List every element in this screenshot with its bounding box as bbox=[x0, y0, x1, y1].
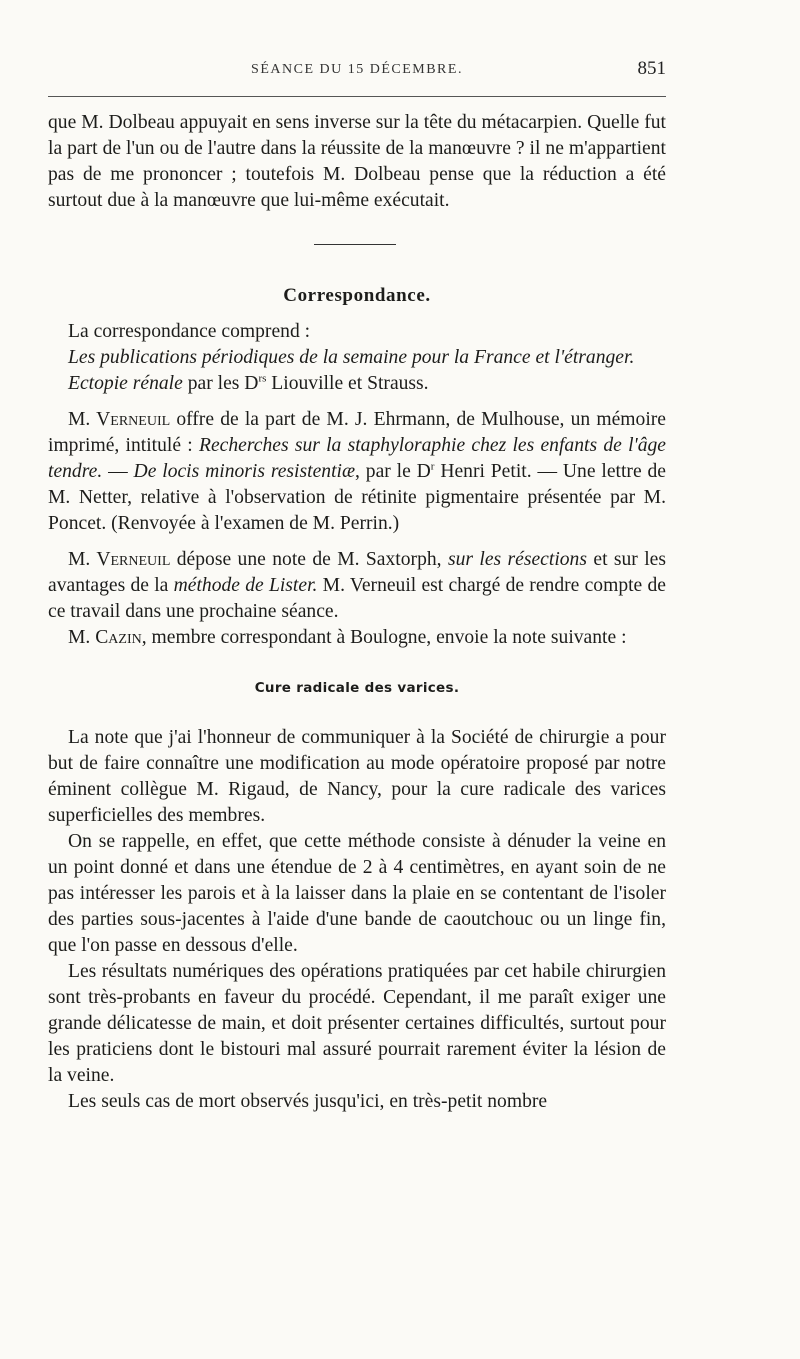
correspondance-intro: La correspondance comprend : bbox=[68, 321, 311, 342]
running-title: SÉANCE DU 15 DÉCEMBRE. bbox=[251, 62, 463, 77]
correspondance-heading: Correspondance. bbox=[283, 285, 431, 306]
speaker-name: M. Verneuil bbox=[68, 409, 171, 430]
verneuil1-title-2: De locis minoris resistentiæ bbox=[133, 461, 356, 482]
paragraph-verneuil-2 bbox=[48, 547, 666, 625]
speaker-name: M. Cazin bbox=[68, 627, 142, 648]
page-number: 851 bbox=[637, 58, 666, 79]
verneuil1-text-2: — bbox=[102, 461, 134, 482]
verneuil1-title-1: Recherches sur la staphyloraphie chez les enfants de l'âge tendre. bbox=[48, 435, 667, 482]
item-2-sup: rs bbox=[258, 372, 267, 385]
page-header bbox=[48, 58, 666, 82]
paragraph-dolbeau: que M. Dolbeau appuyait en sens inverse sur la tête du métacarpien. Quelle fut la part de l'un ou de l'autre dans la réussite de la manœuvre ? il ne m'appartient pas de me prononcer ; toutefois M. Dolbeau pense que la réduction a été surtout due à la manœuvre que lui-même exécutait. bbox=[48, 112, 666, 211]
verneuil1-text-3: , par le D bbox=[355, 461, 431, 482]
verneuil1-sup: r bbox=[430, 460, 435, 473]
note-paragraph: La note que j'ai l'honneur de communiquer à la Société de chirurgie a pour but de faire connaître une modification au mode opératoire proposé par notre éminent collègue M. Rigaud, de Nancy, pour la cure radicale des varices superficielles des membres. bbox=[48, 727, 666, 826]
item-2-text-b: Liouville et Strauss. bbox=[266, 373, 429, 394]
body-text bbox=[48, 110, 666, 1115]
verneuil1-text-4: Henri Petit. — Une lettre de M. Netter, relative à l'observation de rétinite pigmentaire présentée par M. Poncet. (Renvoyée à l'examen de M. Perrin.) bbox=[48, 461, 667, 534]
verneuil2-title-2: méthode de Lister. bbox=[173, 575, 318, 596]
item-2-text-a: par les D bbox=[182, 373, 259, 394]
paragraph-verneuil-1 bbox=[48, 407, 666, 537]
note-paragraph: Les seuls cas de mort observés jusqu'ici, en très-petit nombre bbox=[68, 1091, 548, 1112]
item-2-title: Ectopie rénale bbox=[68, 373, 183, 394]
note-paragraph: On se rappelle, en effet, que cette méthode consiste à dénuder la veine en un point donné et dans une étendue de 2 à 4 centimètres, en ayant soin de ne pas intéresser les parois et à la laisser dans la plaie en se contentant de l'isoler des parties sous-jacentes à l'aide d'une bande de caoutchouc ou un linge fin, que l'on passe en dessous d'elle. bbox=[48, 831, 666, 956]
cazin-text: , membre correspondant à Boulogne, envoie la note suivante : bbox=[141, 627, 627, 648]
verneuil2-text-3: M. Verneuil est chargé de rendre compte de ce travail dans une prochaine séance. bbox=[48, 575, 666, 622]
correspondance-item-1 bbox=[48, 345, 666, 371]
note-paragraph: Les résultats numériques des opérations pratiquées par cet habile chirurgien sont très-probants en faveur du procédé. Cependant, il me paraît exiger une grande délicatesse de main, et doit présenter certaines difficultés, surtout pour les praticiens dont le bistouri mal assuré pourrait rarement éviter la lésion de la veine. bbox=[48, 961, 666, 1086]
verneuil1-text-1: offre de la part de M. J. Ehrmann, de Mulhouse, un mémoire imprimé, intitulé : bbox=[48, 409, 666, 456]
header-rule bbox=[48, 96, 666, 97]
paragraph-cazin bbox=[48, 625, 666, 651]
correspondance-item-2 bbox=[48, 371, 666, 397]
verneuil2-text-1: dépose une note de M. Saxtorph, bbox=[170, 549, 448, 570]
item-1-text: Les publications périodiques de la semaine pour la France et l'étranger. bbox=[68, 347, 635, 368]
section-separator bbox=[314, 244, 396, 245]
speaker-name: M. Verneuil bbox=[68, 549, 171, 570]
verneuil2-text-2: et sur les avantages de la bbox=[48, 549, 666, 596]
verneuil2-title-1: sur les résections bbox=[447, 549, 587, 570]
section-title: Cure radicale des varices. bbox=[254, 680, 460, 696]
